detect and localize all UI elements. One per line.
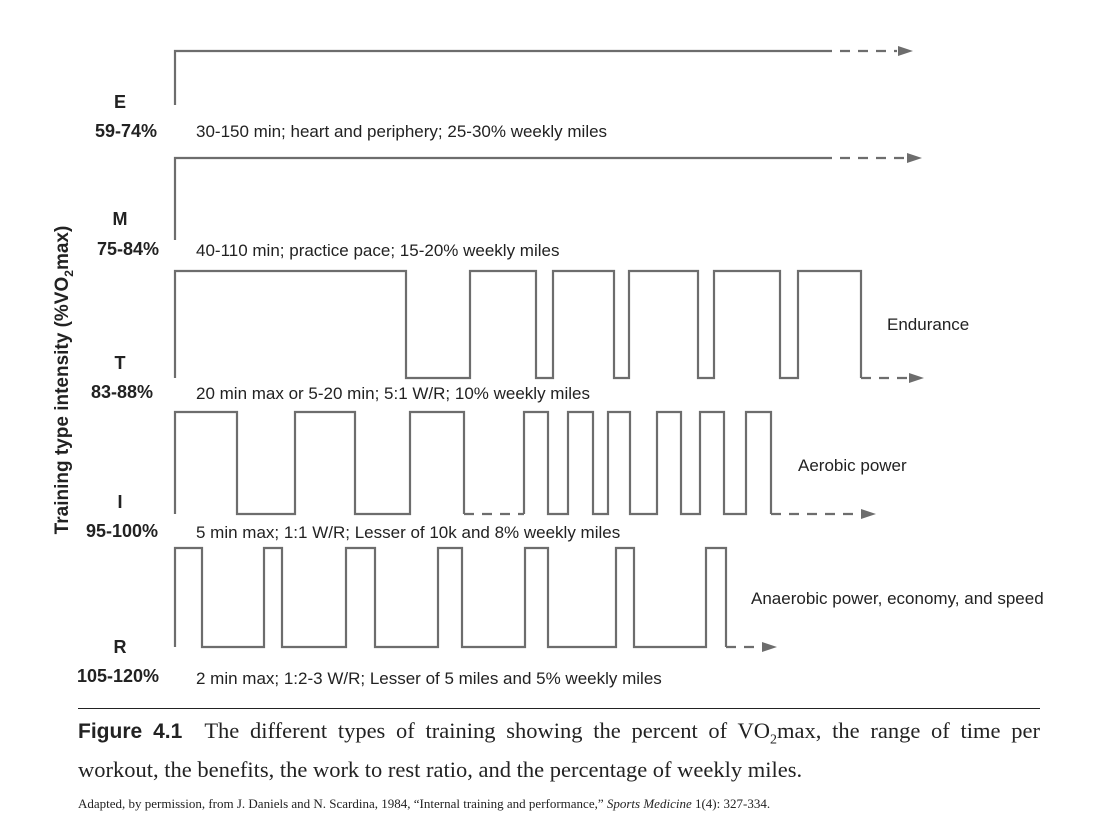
row-code-m: M [112, 209, 128, 229]
arrowhead-i [861, 509, 876, 519]
arrowhead-t [909, 373, 924, 383]
row-description-i: 5 min max; 1:1 W/R; Lesser of 10k and 8% weekly miles [196, 523, 621, 542]
arrowhead-e [898, 46, 913, 56]
row-i [86, 456, 907, 542]
figure-caption [78, 716, 1040, 812]
wave-m [175, 158, 822, 240]
row-intensity-m: 75-84% [96, 239, 160, 259]
y-axis-label: Training type intensity $(\%VO_2\max)$ [52, 225, 76, 535]
row-code-r: R [113, 637, 127, 657]
row-code-i: I [117, 492, 123, 512]
wave-i-burst [524, 412, 771, 514]
wave-e [175, 51, 822, 105]
row-intensity-i: 95-100% [85, 521, 159, 541]
row-intensity-t: 83-88% [90, 382, 154, 402]
row-benefit-i: Aerobic power [798, 456, 907, 475]
row-benefit-r: Anaerobic power, economy, and speed [751, 589, 1044, 608]
row-description-r: 2 min max; 1:2-3 W/R; Lesser of 5 miles and 5% weekly miles [196, 669, 662, 688]
wave-i [175, 412, 464, 514]
arrowhead-r [762, 642, 777, 652]
row-m [97, 209, 559, 260]
caption-divider [78, 708, 1040, 709]
caption-main-text: Figure 4.1 The different types of training showing the percent of $VO_2\max$, the range of time per workout, the benefits, the work to rest ratio, and the percentage of weekly miles. [78, 718, 1040, 782]
row-code-e: E [113, 92, 127, 112]
arrowhead-m [907, 153, 922, 163]
row-benefit-t: Endurance [887, 315, 970, 334]
row-e [95, 92, 607, 141]
row-description-t: 20 min max or 5-20 min; 5:1 W/R; 10% weekly miles [196, 384, 590, 403]
row-code-t: T [114, 353, 126, 373]
row-intensity-e: 59-74% [94, 121, 158, 141]
row-t [91, 315, 969, 403]
row-description-e: 30-150 min; heart and periphery; 25-30% weekly miles [196, 122, 608, 141]
row-description-m: 40-110 min; practice pace; 15-20% weekly miles [196, 241, 560, 260]
figure-label: Figure 4.1 [78, 720, 183, 743]
journal-name: Sports Medicine [606, 795, 692, 811]
row-r [77, 589, 1044, 688]
row-intensity-r: 105-120% [76, 666, 160, 686]
wave-t [175, 271, 861, 378]
caption-source: Adapted, by permission, from J. Daniels and N. Scardina, 1984, “Internal training and performance,” Sports Medicine 1(4): 327-334. [78, 795, 771, 811]
wave-r [175, 548, 726, 647]
